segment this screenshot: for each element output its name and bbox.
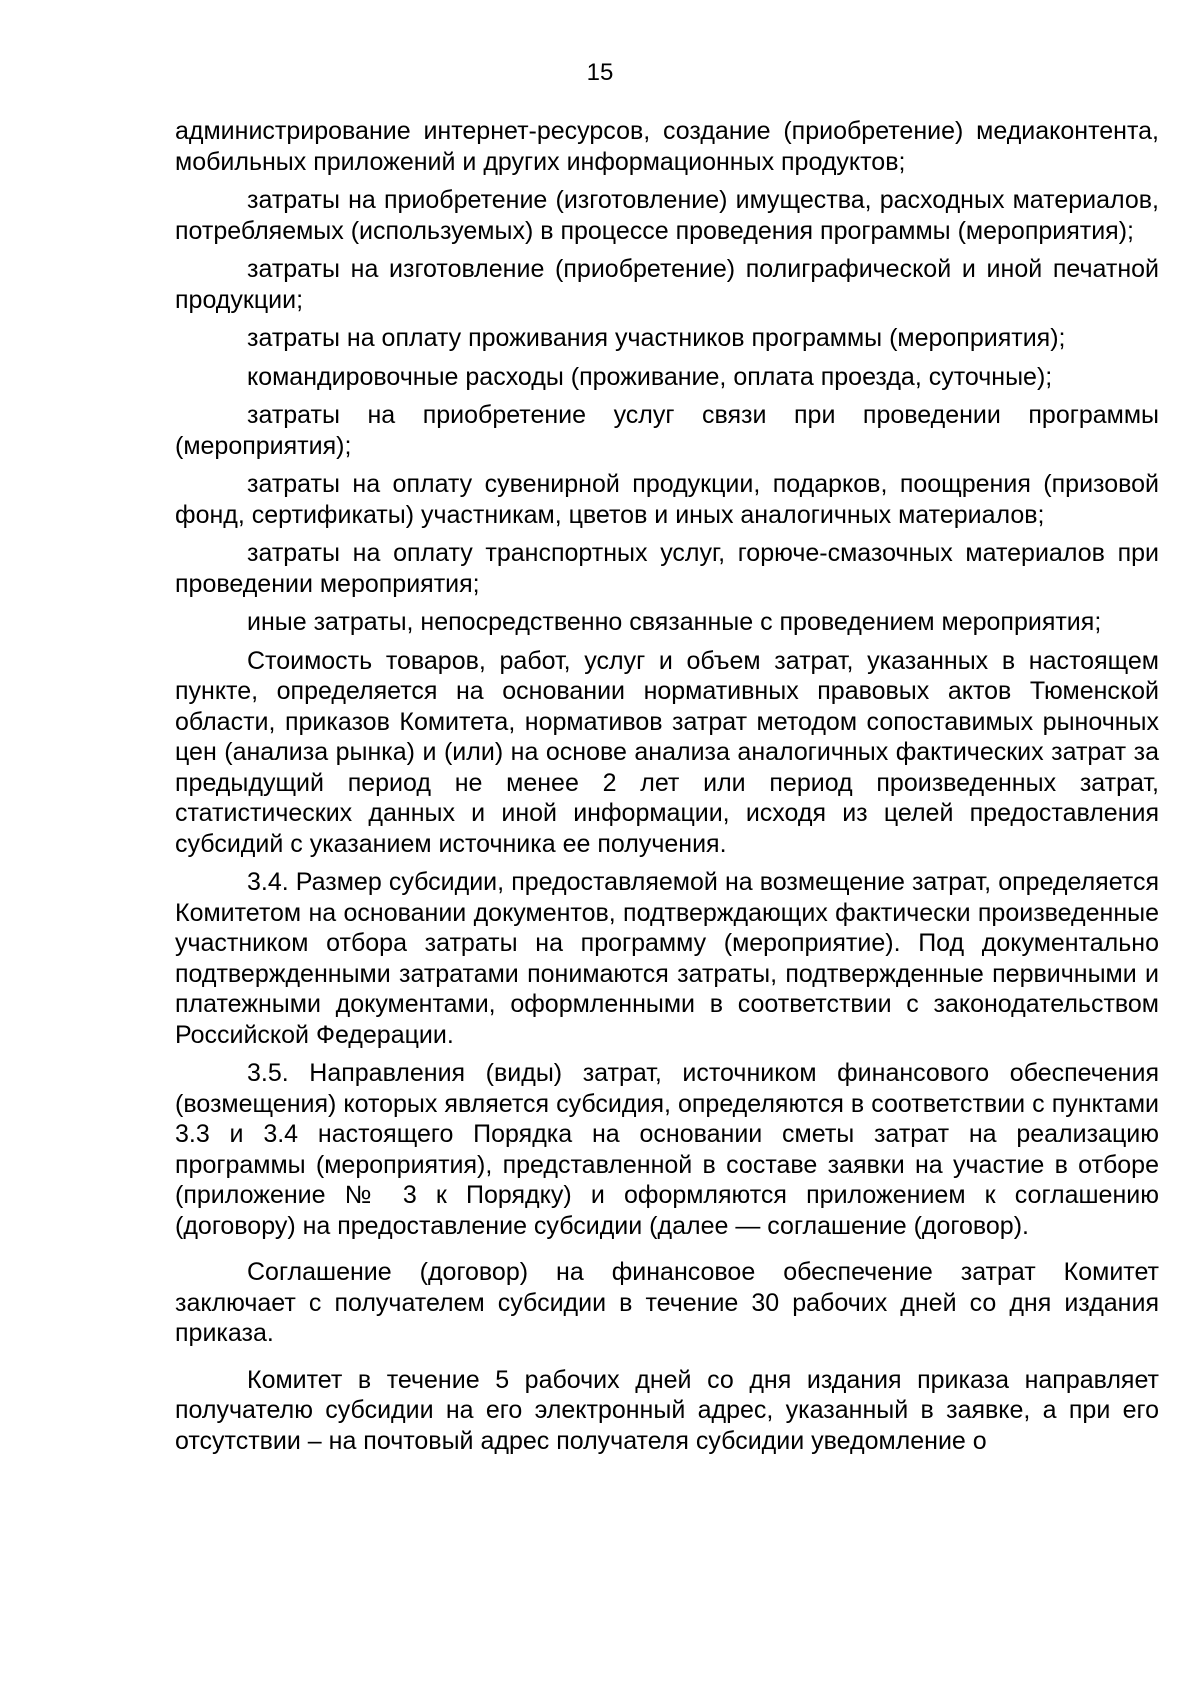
paragraph-3: затраты на изготовление (приобретение) полиграфической и иной печатной продукции; xyxy=(175,255,1159,314)
paragraph-9: иные затраты, непосредственно связанные с проведением мероприятия; xyxy=(247,608,1102,636)
paragraph-2: затраты на приобретение (изготовление) имущества, расходных материалов, потребляемых (используемых) в процессе проведения программы (мероприятия); xyxy=(175,186,1159,245)
paragraph-14: Комитет в течение 5 рабочих дней со дня издания приказа направляет получателю субсидии на его электронный адрес, указанный в заявке, а при его отсутствии – на почтовый адрес получателя субсидии уведомление о xyxy=(175,1365,1159,1455)
paragraph-7: затраты на оплату сувенирной продукции, подарков, поощрения (призовой фонд, сертификаты) участникам, цветов и иных аналогичных материалов; xyxy=(175,470,1159,529)
paragraph-1: администрирование интернет-ресурсов, создание (приобретение) медиаконтента, мобильных приложений и других информационных продуктов; xyxy=(175,117,1159,176)
paragraph-11: 3.4. Размер субсидии, предоставляемой на возмещение затрат, определяется Комитетом на основании документов, подтверждающих фактически произведенные участником отбора затраты на программу (мероприятие). Под документально подтвержденными затратами понимаются затраты, подтвержденные первичными и платежными документами, оформленными в соответствии с законодательством Российской Федерации. xyxy=(175,868,1159,1049)
paragraph-8: затраты на оплату транспортных услуг, горюче-смазочных материалов при проведении мероприятия; xyxy=(175,539,1159,598)
paragraph-10: Стоимость товаров, работ, услуг и объем затрат, указанных в настоящем пункте, определяется на основании нормативных правовых актов Тюменской области, приказов Комитета, нормативов затрат методом сопоставимых рыночных цен (анализа рынка) и (или) на основе анализа аналогичных фактических затрат за предыдущий период не менее 2 лет или период произведенных затрат, статистических данных и иной информации, исходя из целей предоставления субсидий с указанием источника ее получения. xyxy=(175,646,1159,858)
paragraph-6: затраты на приобретение услуг связи при проведении программы (мероприятия); xyxy=(175,401,1159,460)
document-body xyxy=(175,116,1159,1464)
paragraph-12: 3.5. Направления (виды) затрат, источником финансового обеспечения (возмещения) которых является субсидия, определяются в соответствии с пунктами 3.3 и 3.4 настоящего Порядка на основании сметы затрат на реализацию программы (мероприятия), представленной в составе заявки на участие в отборе (приложение № 3 к Порядку) и оформляются приложением к соглашению (договору) на предоставление субсидии (далее — соглашение (договор). xyxy=(175,1059,1159,1240)
page-number: 15 xyxy=(586,59,614,86)
paragraph-5: командировочные расходы (проживание, оплата проезда, суточные); xyxy=(247,362,1053,391)
paragraph-13: Соглашение (договор) на финансовое обеспечение затрат Комитет заключает с получателем субсидии в течение 30 рабочих дней со дня издания приказа. xyxy=(175,1258,1159,1347)
paragraph-4: затраты на оплату проживания участников программы (мероприятия); xyxy=(247,324,1066,352)
